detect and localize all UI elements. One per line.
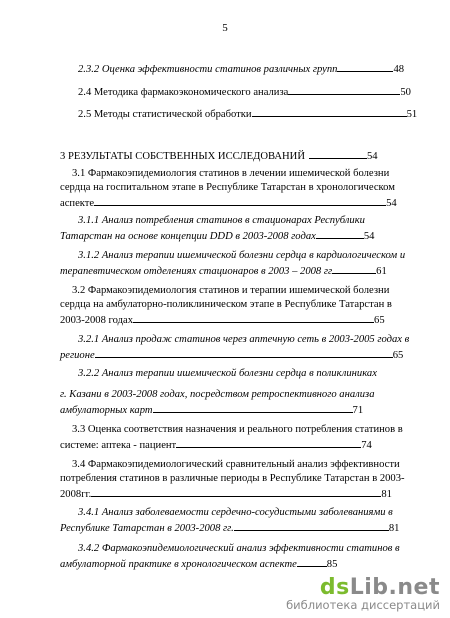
toc-page-number: 81 (381, 489, 392, 500)
toc-page-number: 65 (374, 315, 385, 326)
toc-entry-text: регионе (60, 350, 95, 361)
toc-entry-3-3-line-1: 3.3 Оценка соответствия назначения и реального потребления статинов в (72, 424, 403, 435)
toc-leader-rule (94, 196, 386, 206)
toc-entry-2-4 (78, 85, 411, 99)
dslib-watermark (286, 575, 440, 612)
toc-entry-3-2-1-line-1: 3.2.1 Анализ продаж статинов через аптечную сеть в 2003-2005 годах в (78, 334, 410, 345)
toc-entry-3-2-1-line-2 (60, 348, 403, 362)
toc-entry-2-5 (78, 107, 417, 121)
toc-page-number: 50 (400, 87, 411, 98)
toc-entry-3-1-line-3 (60, 196, 397, 210)
toc-entry-3-2-2-line-1: 3.2.2 Анализ терапии ишемической болезни сердца в поликлиниках (78, 368, 377, 379)
toc-entry-text: 2008гг. (60, 489, 92, 500)
toc-entry-3-1-2-line-1: 3.1.2 Анализ терапии ишемической болезни сердца в кардиологическом и (78, 250, 406, 261)
dslib-subtitle: библиотека диссертаций (286, 598, 440, 612)
dslib-logo: dsLib.net (319, 575, 440, 600)
toc-page-number: 71 (352, 405, 364, 416)
toc-leader-rule (176, 438, 361, 448)
toc-page-number: 48 (393, 64, 405, 75)
page-number: 5 (222, 22, 228, 34)
toc-entry-text: 3 РЕЗУЛЬТАТЫ СОБСТВЕННЫХ ИССЛЕДОВАНИЙ (60, 151, 305, 162)
toc-entry-text: аспекте (60, 198, 95, 209)
toc-page-number: 51 (406, 109, 418, 120)
toc-entry-3-4-line-1: 3.4 Фармакоэпидемиологический сравнительный анализ эффективности (72, 459, 400, 470)
toc-entry-3-2-line-1: 3.2 Фармакоэпидемиология статинов и терапии ишемической болезни (72, 285, 390, 296)
toc-entry-text: 2.4 Методика фармакоэкономического анализа (78, 87, 289, 98)
toc-leader-rule (133, 313, 374, 323)
toc-leader-rule (91, 487, 381, 497)
toc-entry-3-1-line-1: 3.1 Фармакоэпидемиология статинов в лечении ишемической болезни (72, 168, 390, 179)
toc-page-number: 85 (326, 559, 338, 570)
toc-leader-rule (153, 403, 353, 413)
toc-leader-rule (337, 62, 393, 72)
toc-leader-rule (309, 149, 367, 159)
toc-entry-2-3-2 (78, 62, 404, 76)
toc-page-number: 81 (388, 523, 400, 534)
toc-entry-3-1-1-line-2 (60, 229, 374, 243)
toc-entry-3-2-2-line-2: г. Казани в 2003-2008 годах, посредством ретроспективного анализа (60, 389, 375, 400)
toc-entry-3-2-line-2: сердца на амбулаторно-поликлиническом этапе в Республике Татарстан в (60, 299, 392, 310)
toc-entry-text: 2.3.2 Оценка эффективности статинов различных групп (78, 64, 338, 75)
toc-entry-text: 2003-2008 годах (60, 315, 134, 326)
toc-entry-3 (60, 149, 378, 163)
toc-page-number: 74 (361, 440, 372, 451)
toc-entry-text: терапевтическом отделениях стационаров в 2003 – 2008 гг (60, 266, 333, 277)
toc-leader-rule (316, 229, 364, 239)
toc-leader-rule (297, 557, 327, 567)
toc-entry-3-4-1-line-1: 3.4.1 Анализ заболеваемости сердечно-сосудистыми заболеваниями в (78, 507, 393, 518)
toc-leader-rule (95, 348, 393, 358)
toc-entry-text: Республике Татарстан в 2003-2008 гг. (60, 523, 234, 534)
toc-entry-3-1-line-2: сердца на госпитальном этапе в Республике Татарстан в хронологическом (60, 182, 395, 193)
toc-entry-3-2-line-3 (60, 313, 385, 327)
toc-entry-text: 2.5 Методы статистической обработки (78, 109, 252, 120)
toc-entry-3-4-2-line-2 (60, 557, 337, 571)
toc-page-number: 65 (392, 350, 404, 361)
toc-leader-rule (288, 85, 400, 95)
toc-entry-text: Татарстан на основе концепции DDD в 2003-2008 годах (60, 231, 316, 242)
toc-entry-3-3-line-2 (60, 438, 372, 452)
toc-entry-3-2-2-line-3 (60, 403, 363, 417)
toc-page-number: 54 (366, 151, 378, 162)
toc-entry-text: системе: аптека - пациент (60, 440, 177, 451)
toc-leader-rule (234, 521, 389, 531)
toc-page-number: 54 (363, 231, 375, 242)
toc-leader-rule (252, 107, 407, 117)
toc-page-number: 54 (386, 198, 397, 209)
toc-entry-3-4-2-line-1: 3.4.2 Фармакоэпидемиологический анализ эффективности статинов в (78, 543, 400, 554)
toc-entry-3-4-line-2: потребления статинов в различные периоды в Республике Татарстан в 2003- (60, 473, 405, 484)
toc-entry-3-1-2-line-2 (60, 264, 387, 278)
toc-entry-3-1-1-line-1: 3.1.1 Анализ потребления статинов в стационарах Республики (78, 215, 365, 226)
toc-entry-text: амбулаторной практике в хронологическом аспекте (60, 559, 297, 570)
toc-leader-rule (332, 264, 376, 274)
toc-entry-3-4-line-3 (60, 487, 392, 501)
toc-page-number: 61 (376, 266, 387, 277)
toc-entry-text: амбулаторных карт (60, 405, 153, 416)
toc-entry-3-4-1-line-2 (60, 521, 399, 535)
